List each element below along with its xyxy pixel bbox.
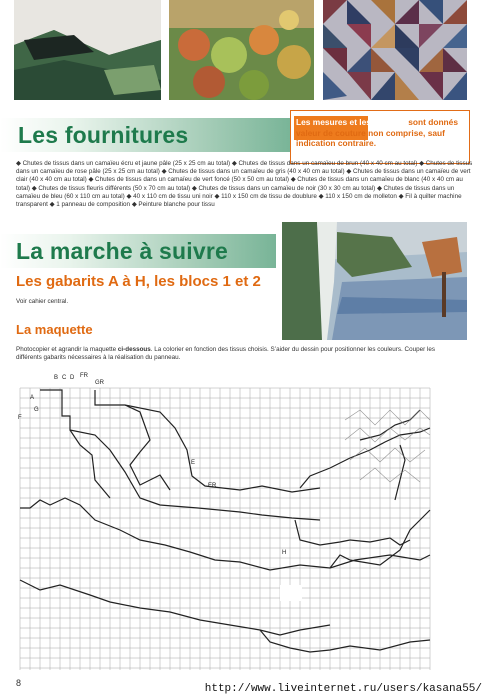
maquette-text: Photocopier et agrandir la maquette ci-dessous. La colorier en fonction des tissus choisis. S’aider du dessin pour positionner les couleurs. Couper les différents gabarits nécessaires à la réalisation du panneau.: [16, 346, 435, 362]
page-number: 8: [16, 678, 22, 688]
diagram-label-fr: FR: [80, 373, 88, 379]
title-maquette: La maquette: [16, 322, 93, 337]
quilt-photo-flowers: [169, 0, 314, 100]
section-title-marche: La marche à suivre: [16, 238, 228, 264]
supplies-list: ◆ Chutes de tissus dans un camaïeu écru et jaune pâle (25 x 25 cm au total) ◆ Chutes de tissus dans un camaïeu de brun (40 x 40 cm au total) ◆ Chutes de tissus dans un camaïeu de rose pâle (25 x 25 cm au total) ◆ Chutes de tissus dans un camaïeu de gris (40 x 40 cm au total) ◆ Chutes de tissus dans un camaïeu de vert clair (40 x 40 cm au total) ◆ Chutes de tissus dans un camaïeu de vert foncé (50 x 50 cm au total) ◆ Chutes de tissus dans un camaïeu de blanc (40 x 40 cm au total) ◆ Chutes de tissus fleuris différents (50 x 70 cm au total) ◆ Chutes de tissus dans un camaïeu de noir (30 x 30 cm au total) ◆ Chutes de tissus dans un camaïeu de bleu (60 x 110 cm au total) ◆ 40 x 110 cm de tissu uni noir ◆ 110 x 150 cm de tissu de doublure ◆ 110 x 150 cm de molleton ◆ Fil à quilter machine transparent ◆ 1 panneau de composition ◆ Peinture blanche pour tissu: [16, 160, 473, 209]
section-title-fournitures: Les fournitures: [18, 122, 189, 148]
diagram-label-c: C: [62, 375, 67, 381]
diagram-label-a: A: [30, 395, 35, 401]
watermark-url: http://www.liveinternet.ru/users/kasana55/: [204, 683, 482, 695]
diagram-label-er: ER: [208, 483, 217, 489]
quilt-photo-triangles: [323, 0, 467, 100]
note-text: Les mesures et les gabarits sont donnés valeur de couture non comprise, sauf indication contraire.: [296, 117, 458, 148]
quilt-photo-landscape: [14, 0, 161, 100]
subtitle-gabarits: Les gabarits A à H, les blocs 1 et 2: [16, 273, 261, 290]
diagram-label-h: H: [282, 550, 287, 556]
diagram-label-f: F: [18, 415, 22, 421]
quilt-photo-waterfall: [282, 222, 467, 340]
diagram-label-e: E: [191, 460, 196, 466]
maquette-grid-diagram: [0, 380, 490, 680]
diagram-label-d: D: [70, 375, 75, 381]
diagram-label-b: B: [54, 375, 59, 381]
diagram-label-g: G: [34, 407, 39, 413]
diagram-label-gr: GR: [95, 380, 104, 386]
subtitle-note: Voir cahier central.: [16, 298, 69, 305]
